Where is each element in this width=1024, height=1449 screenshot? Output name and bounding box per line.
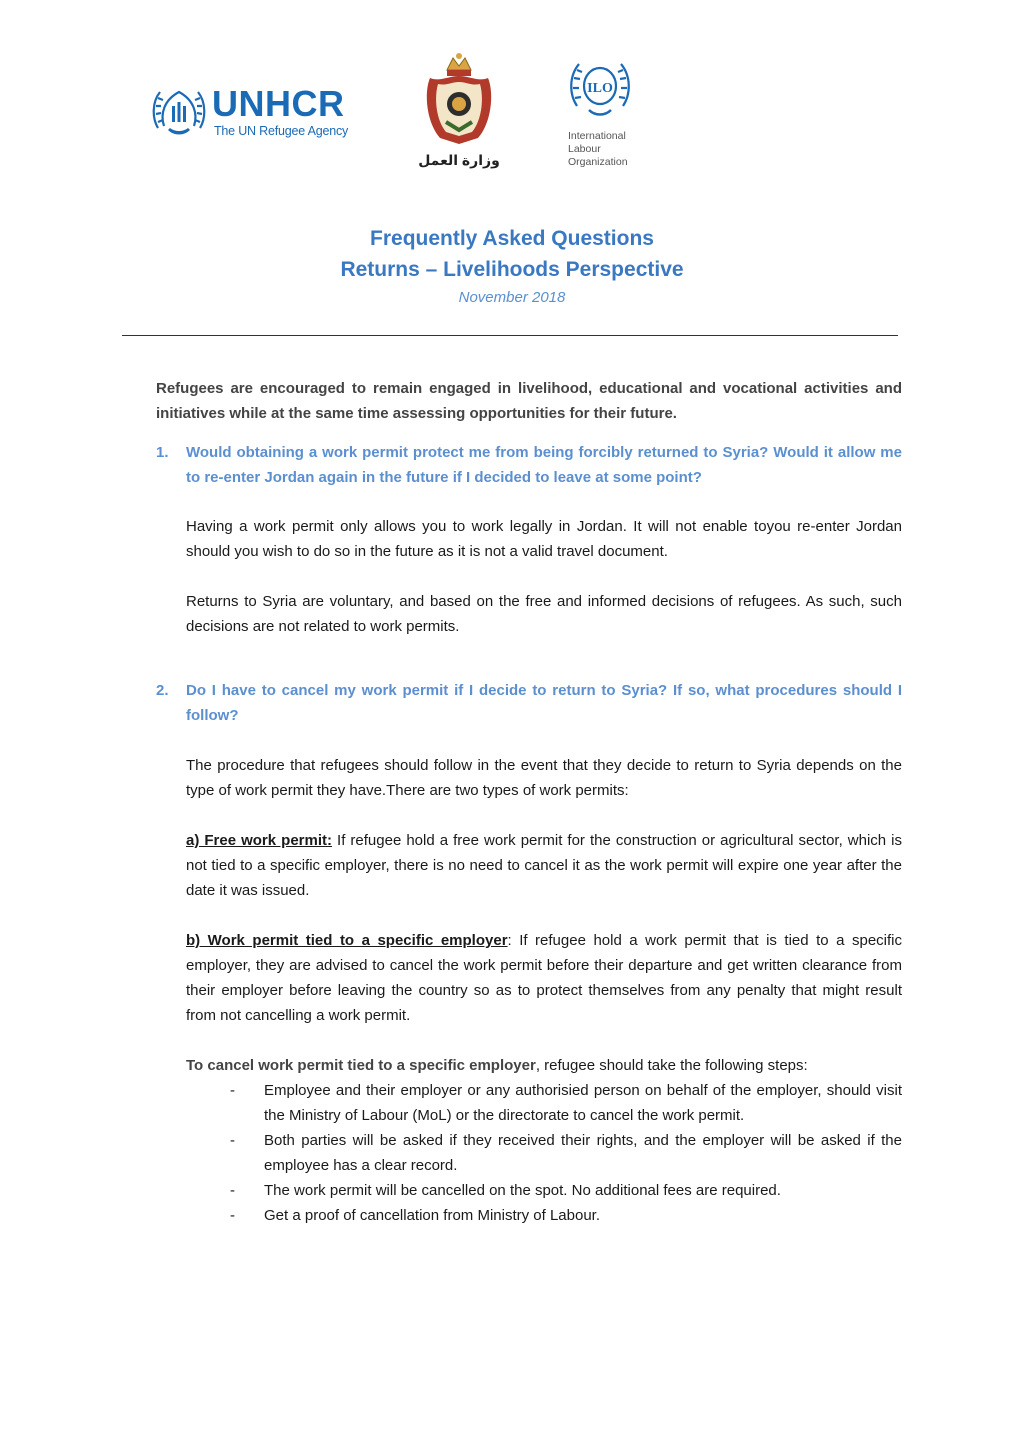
tied-work-permit-text: : If refugee hold a work permit that is tied to a specific employer, they are advised to cancel the work permit before their departure and get written clearance from their employer before leaving the country so as to protect themselves from any penalty that might result from not cancelling a work permit.	[186, 932, 902, 1024]
list-item-text: The work permit will be cancelled on the spot. No additional fees are required.	[264, 1182, 781, 1199]
ilo-logo	[565, 56, 645, 176]
cancel-steps-list	[156, 1078, 902, 1228]
unhcr-wordmark: UNHCR	[212, 83, 345, 124]
question-text: Would obtaining a work permit protect me from being forcibly returned to Syria? Would it allow me to re-enter Jordan again in the future if I decided to leave at some point?	[186, 444, 902, 486]
ministry-of-labour-logo	[418, 52, 500, 177]
answer-paragraph: The procedure that refugees should follow in the event that they decide to return to Syria depends on the type of work permit they have.There are two types of work permits:	[186, 757, 902, 799]
intro-paragraph: Refugees are encouraged to remain engaged in livelihood, educational and vocational activities and initiatives while at the same time assessing opportunities for their future.	[156, 380, 902, 422]
unhcr-emblem-icon	[150, 84, 208, 138]
logo-bar	[0, 52, 1024, 182]
question-number: 2.	[156, 682, 169, 699]
document-title: Frequently Asked Questions	[370, 227, 654, 250]
document-date: November 2018	[458, 289, 566, 306]
tied-work-permit-label: b) Work permit tied to a specific employer	[186, 932, 508, 949]
question-number: 1.	[156, 444, 169, 461]
tied-work-permit-paragraph	[156, 928, 902, 1028]
question-2	[156, 678, 902, 728]
unhcr-tagline: The UN Refugee Agency	[214, 124, 349, 138]
free-work-permit-label: a) Free work permit:	[186, 832, 332, 849]
list-item	[228, 1203, 902, 1228]
cancel-steps-intro	[156, 1053, 902, 1078]
bullet-dash: -	[230, 1132, 235, 1149]
ilo-emblem-icon	[567, 56, 633, 120]
ilo-badge-text: ILO	[587, 81, 613, 96]
question-text: Do I have to cancel my work permit if I decide to return to Syria? If so, what procedures should I follow?	[186, 682, 902, 724]
list-item	[228, 1128, 902, 1178]
ilo-name-line: Organization	[568, 156, 628, 168]
answer-paragraph: Having a work permit only allows you to work legally in Jordan. It will not enable toyou re-enter Jordan should you wish to do so in the future as it is not a valid travel document.	[186, 518, 902, 560]
ilo-name-line: International	[568, 130, 626, 142]
bullet-dash: -	[230, 1207, 235, 1224]
document-header	[0, 224, 1024, 310]
free-work-permit-paragraph	[156, 828, 902, 903]
bullet-dash: -	[230, 1182, 235, 1199]
list-item-text: Get a proof of cancellation from Ministry of Labour.	[264, 1207, 600, 1224]
ilo-name-line: Labour	[568, 143, 601, 155]
document-subtitle: Returns – Livelihoods Perspective	[340, 258, 684, 281]
list-item	[228, 1078, 902, 1128]
list-item-text: Employee and their employer or any authorisied person on behalf of the employer, should visit the Ministry of Labour (MoL) or the directorate to cancel the work permit.	[264, 1082, 902, 1124]
jordan-crest-icon	[420, 52, 498, 148]
cancel-steps-tail: , refugee should take the following steps:	[535, 1057, 808, 1074]
ilo-name	[568, 130, 628, 169]
free-work-permit-text: If refugee hold a free work permit for the construction or agricultural sector, which is not tied to a specific employer, there is no need to cancel it as the work permit will expire one year after the date it was issued.	[186, 832, 903, 899]
answer-paragraph: Returns to Syria are voluntary, and based on the free and informed decisions of refugees. As such, such decisions are not related to work permits.	[186, 593, 902, 635]
document-body	[156, 376, 902, 1228]
header-divider	[122, 335, 898, 336]
list-item	[228, 1178, 902, 1203]
question-1	[156, 440, 902, 490]
bullet-dash: -	[230, 1082, 235, 1099]
list-item-text: Both parties will be asked if they received their rights, and the employer will be asked if the employee has a clear record.	[264, 1132, 902, 1174]
cancel-steps-lead: To cancel work permit tied to a specific employer	[186, 1057, 536, 1074]
ministry-arabic-name: وزارة العمل	[418, 152, 500, 168]
unhcr-logo	[150, 82, 360, 142]
